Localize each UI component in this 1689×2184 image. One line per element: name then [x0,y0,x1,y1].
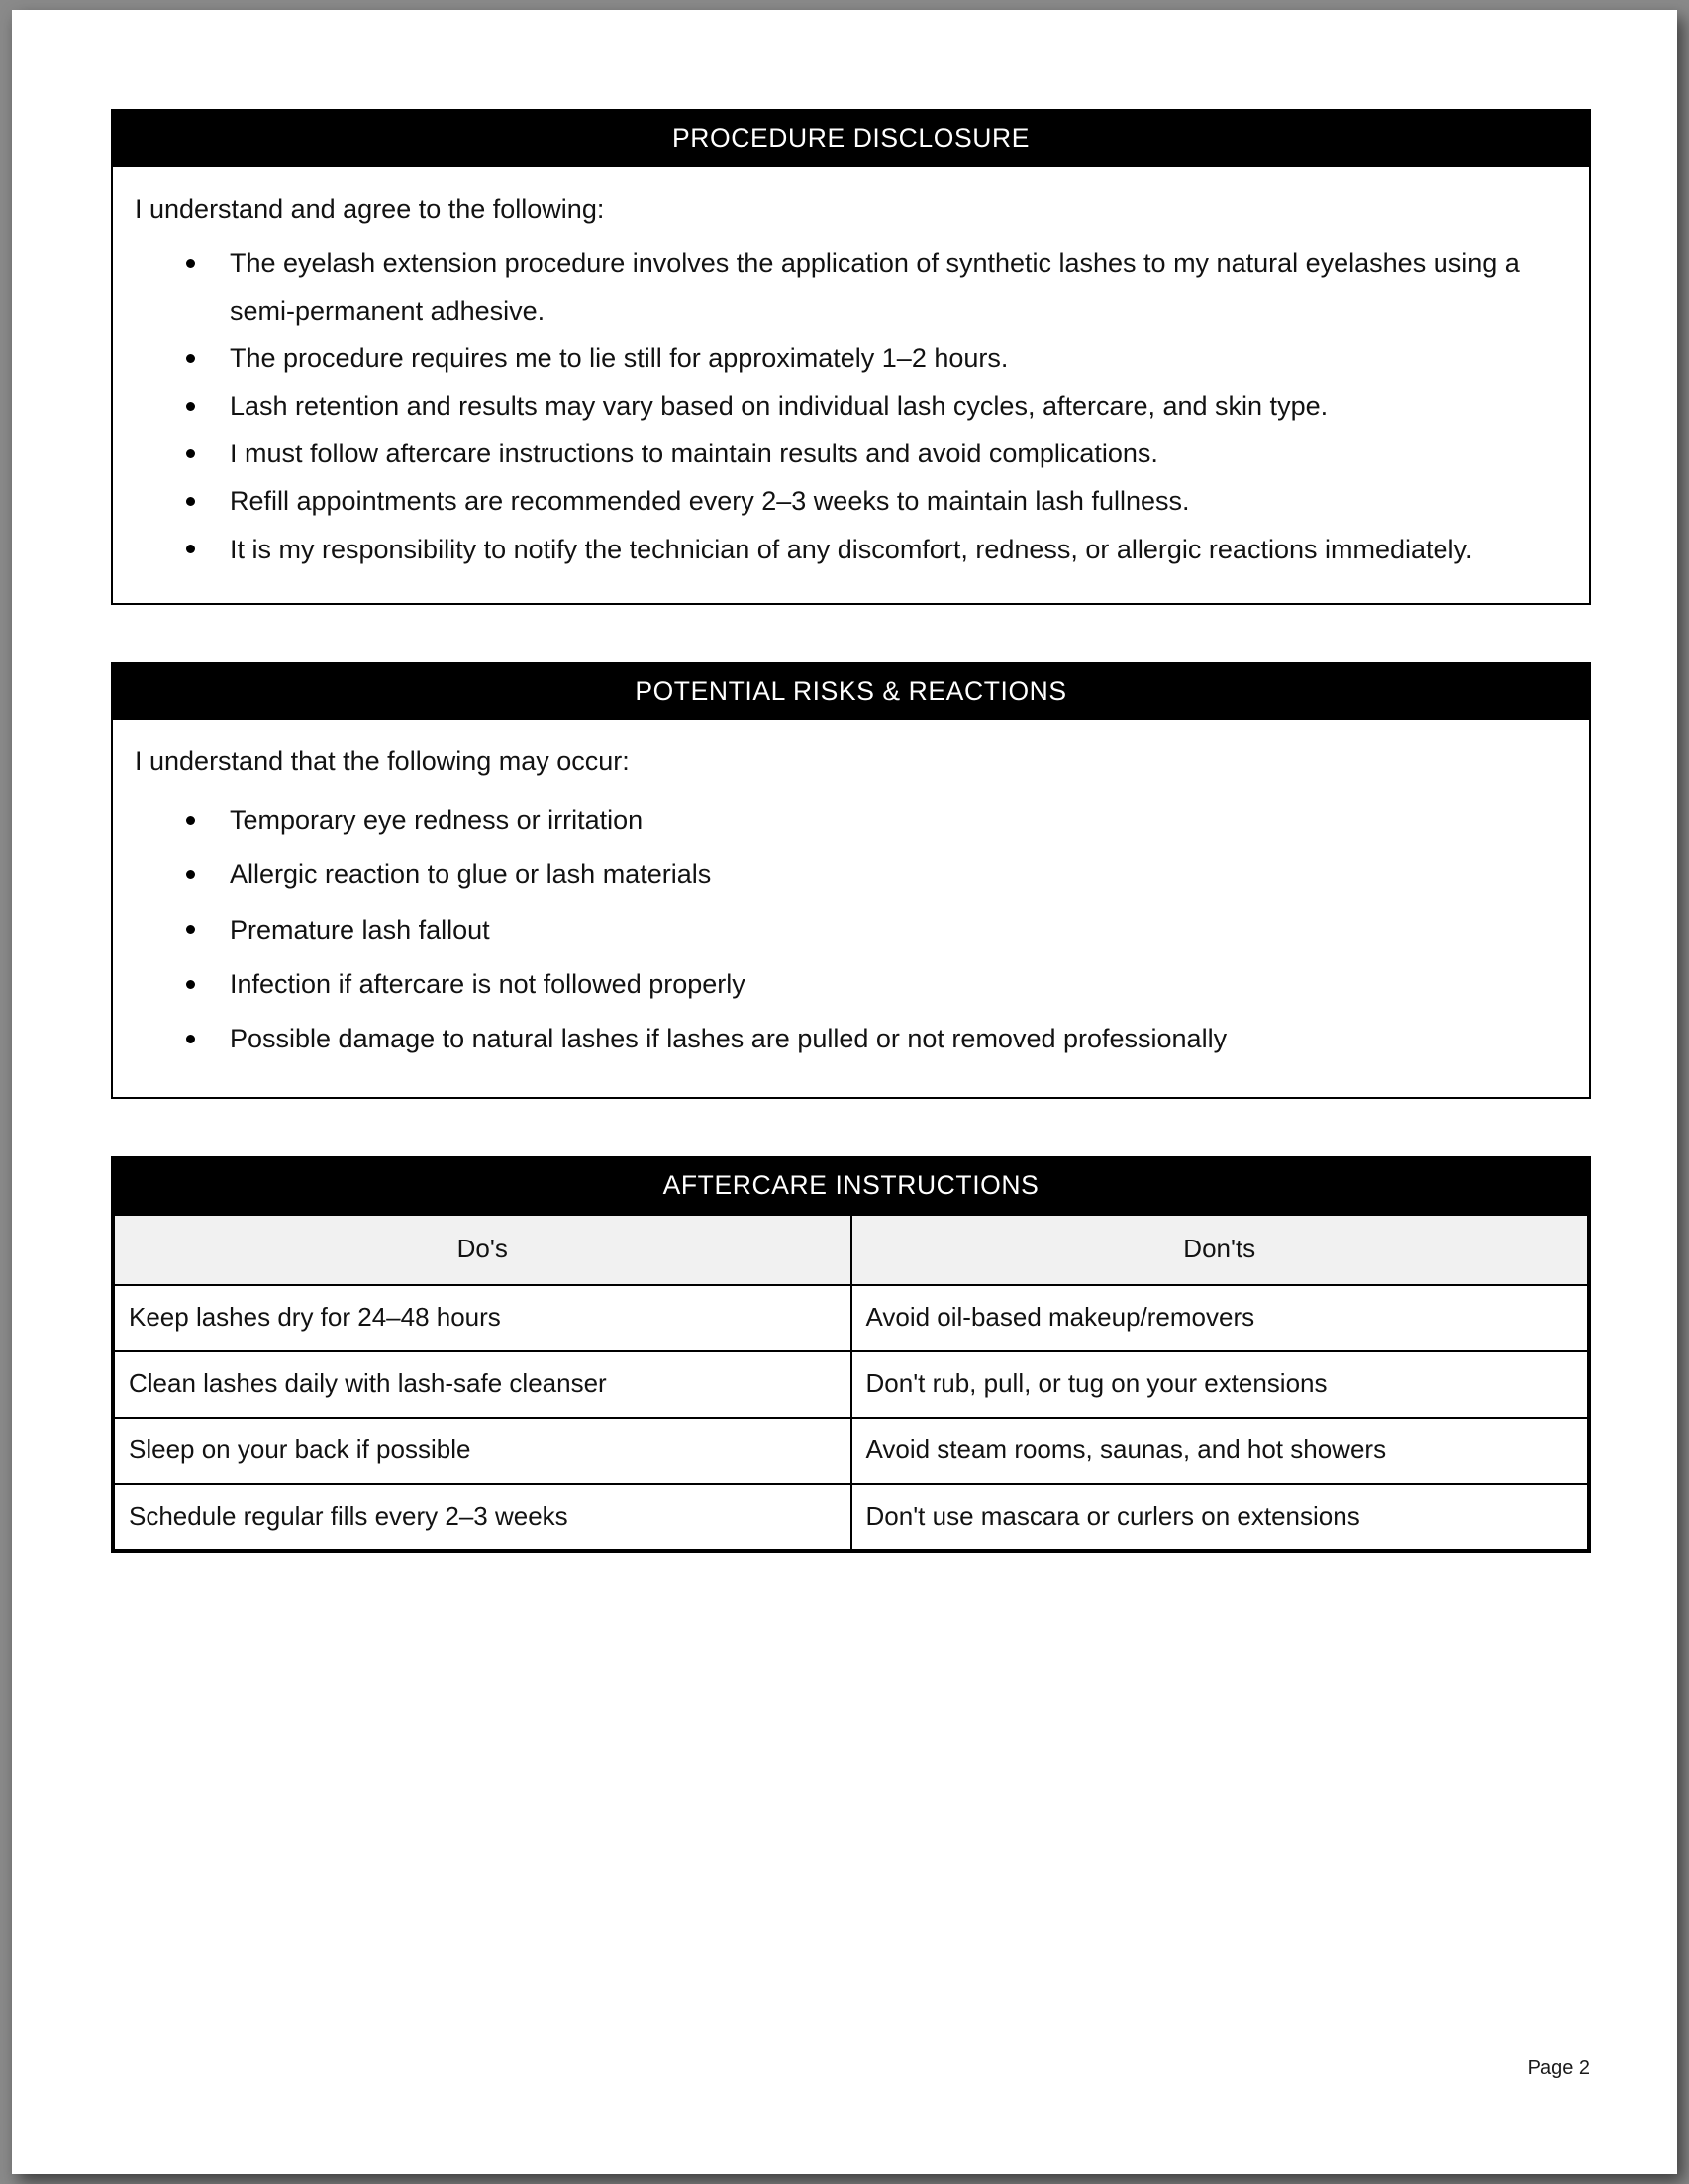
lead-text-procedure-disclosure: I understand and agree to the following: [135,193,605,224]
list-item-label: Temporary eye redness or irritation [230,804,644,835]
bullet-dot-icon [186,816,195,825]
list-item [135,382,1567,430]
section-body-potential-risks [113,720,1589,1096]
table-row [114,1484,1588,1550]
bullet-dot-icon [186,545,195,553]
list-item-label: Infection if aftercare is not followed properly [230,968,745,999]
table-row [114,1418,1588,1484]
section-title-potential-risks: POTENTIAL RISKS & REACTIONS [113,664,1589,721]
bullet-dot-icon [186,402,195,411]
table-row [114,1351,1588,1418]
section-title-procedure-disclosure: PROCEDURE DISCLOSURE [113,111,1589,167]
list-item-label: Premature lash fallout [230,914,490,944]
list-item [135,1012,1567,1066]
cell-do: Schedule regular fills every 2–3 weeks [114,1484,851,1550]
list-item [135,526,1567,573]
document-page [12,10,1677,2174]
cell-do: Keep lashes dry for 24–48 hours [114,1285,851,1351]
list-item [135,957,1567,1012]
bullet-dot-icon [186,1035,195,1043]
list-item [135,430,1567,477]
table-header-row [114,1215,1588,1285]
column-header-donts: Don'ts [851,1215,1589,1285]
lead-text-potential-risks: I understand that the following may occur: [135,746,630,777]
list-item [135,847,1567,902]
cell-do: Clean lashes daily with lash-safe cleanser [114,1351,851,1418]
section-aftercare-instructions [111,1156,1591,1554]
page-content [111,109,1591,1611]
bullet-dot-icon [186,354,195,363]
bullet-dot-icon [186,925,195,934]
list-item-label: It is my responsibility to notify the technician of any discomfort, redness, or allergic reactions immediately. [230,534,1473,564]
section-potential-risks [111,662,1591,1099]
list-item-label: I must follow aftercare instructions to maintain results and avoid complications. [230,439,1158,469]
cell-dont: Avoid steam rooms, saunas, and hot showers [851,1418,1589,1484]
list-item [135,477,1567,525]
cell-dont: Don't use mascara or curlers on extensions [851,1484,1589,1550]
list-item [135,335,1567,382]
aftercare-table [113,1214,1589,1551]
list-item [135,793,1567,847]
list-item-label: Allergic reaction to glue or lash materials [230,859,712,890]
list-item [135,903,1567,957]
bullet-list-potential-risks [135,793,1567,1067]
cell-dont: Don't rub, pull, or tug on your extensions [851,1351,1589,1418]
list-item-label: The procedure requires me to lie still for approximately 1–2 hours. [230,344,1009,374]
cell-do: Sleep on your back if possible [114,1418,851,1484]
list-item-label: The eyelash extension procedure involves the application of synthetic lashes to my natural eyelashes using a semi-permanent adhesive. [230,248,1520,327]
section-title-aftercare-instructions: AFTERCARE INSTRUCTIONS [113,1158,1589,1215]
table-row [114,1285,1588,1351]
list-item-label: Refill appointments are recommended every 2–3 weeks to maintain lash fullness. [230,486,1190,517]
list-item [135,240,1567,335]
section-body-procedure-disclosure [113,167,1589,603]
list-item-label: Possible damage to natural lashes if lashes are pulled or not removed professionally [230,1024,1228,1054]
bullet-dot-icon [186,980,195,989]
bullet-dot-icon [186,870,195,879]
column-header-dos: Do's [114,1215,851,1285]
list-item-label: Lash retention and results may vary based on individual lash cycles, aftercare, and skin type. [230,391,1329,422]
bullet-list-procedure-disclosure [135,240,1567,572]
cell-dont: Avoid oil-based makeup/removers [851,1285,1589,1351]
bullet-dot-icon [186,259,195,268]
bullet-dot-icon [186,497,195,506]
page-number-footer: Page 2 [1527,2057,1590,2079]
section-procedure-disclosure [111,109,1591,605]
bullet-dot-icon [186,449,195,458]
